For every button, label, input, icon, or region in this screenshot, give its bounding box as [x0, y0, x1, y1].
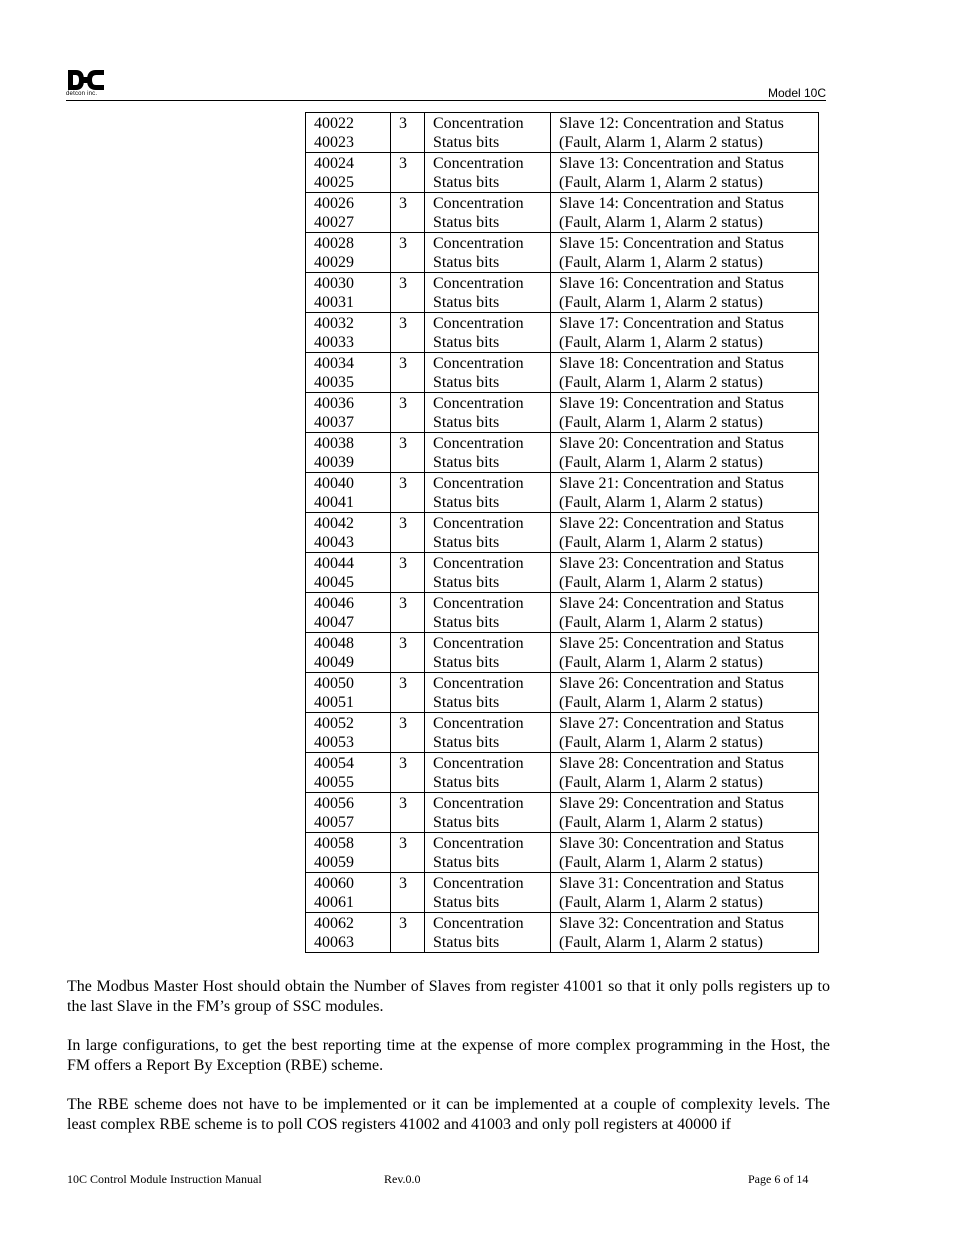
- type-cell: [425, 433, 551, 473]
- description-cell: [551, 753, 819, 793]
- register-cell: [306, 153, 391, 193]
- register-text: 40053: [314, 734, 354, 751]
- type-cell: [425, 393, 551, 433]
- function-code-text: 3: [399, 555, 407, 572]
- description-text: Slave 30: Concentration and Status: [559, 835, 784, 852]
- type-cell: [425, 753, 551, 793]
- register-cell: [306, 233, 391, 273]
- register-text: 40025: [314, 174, 354, 191]
- type-text: Concentration: [433, 355, 524, 372]
- register-cell: [306, 753, 391, 793]
- function-code-text: 3: [399, 475, 407, 492]
- description-text: (Fault, Alarm 1, Alarm 2 status): [559, 214, 763, 231]
- description-text: Slave 18: Concentration and Status: [559, 355, 784, 372]
- function-code-cell: [391, 233, 425, 273]
- description-text: Slave 26: Concentration and Status: [559, 675, 784, 692]
- register-text: 40037: [314, 414, 354, 431]
- register-text: 40055: [314, 774, 354, 791]
- register-text: 40038: [314, 435, 354, 452]
- type-cell: [425, 593, 551, 633]
- table-row: [306, 753, 819, 793]
- register-text: 40044: [314, 555, 354, 572]
- description-text: Slave 23: Concentration and Status: [559, 555, 784, 572]
- register-text: 40023: [314, 134, 354, 151]
- description-text: Slave 20: Concentration and Status: [559, 435, 784, 452]
- description-cell: [551, 553, 819, 593]
- register-text: 40024: [314, 155, 354, 172]
- register-text: 40040: [314, 475, 354, 492]
- description-text: (Fault, Alarm 1, Alarm 2 status): [559, 934, 763, 951]
- description-cell: [551, 273, 819, 313]
- type-cell: [425, 793, 551, 833]
- type-text: Status bits: [433, 894, 500, 911]
- function-code-cell: [391, 313, 425, 353]
- description-text: (Fault, Alarm 1, Alarm 2 status): [559, 334, 763, 351]
- detcon-logo-mark: [66, 68, 106, 92]
- type-text: Status bits: [433, 934, 500, 951]
- function-code-cell: [391, 193, 425, 233]
- register-cell: [306, 913, 391, 953]
- type-text: Concentration: [433, 595, 524, 612]
- type-text: Concentration: [433, 635, 524, 652]
- function-code-text: 3: [399, 115, 407, 132]
- type-cell: [425, 473, 551, 513]
- type-text: Status bits: [433, 334, 500, 351]
- table-row: [306, 913, 819, 953]
- description-cell: [551, 233, 819, 273]
- function-code-cell: [391, 513, 425, 553]
- register-table-body: [306, 113, 819, 953]
- type-cell: [425, 273, 551, 313]
- type-text: Concentration: [433, 395, 524, 412]
- register-text: 40022: [314, 115, 354, 132]
- type-text: Concentration: [433, 555, 524, 572]
- function-code-cell: [391, 393, 425, 433]
- footer-page-number: Page 6 of 14: [748, 1172, 809, 1186]
- description-cell: [551, 593, 819, 633]
- function-code-text: 3: [399, 315, 407, 332]
- footer-manual-title: 10C Control Module Instruction Manual: [67, 1172, 262, 1186]
- function-code-text: 3: [399, 755, 407, 772]
- table-row: [306, 553, 819, 593]
- register-text: 40056: [314, 795, 354, 812]
- paragraph-rbe-scheme: The RBE scheme does not have to be implemented or it can be implemented at a couple of complexity levels. The least complex RBE scheme is to poll COS registers 41002 and 41003 and only poll registers at 40000 if: [67, 1096, 830, 1133]
- function-code-text: 3: [399, 915, 407, 932]
- header-rule: [66, 100, 826, 101]
- description-text: (Fault, Alarm 1, Alarm 2 status): [559, 414, 763, 431]
- register-cell: [306, 433, 391, 473]
- description-text: Slave 15: Concentration and Status: [559, 235, 784, 252]
- register-text: 40052: [314, 715, 354, 732]
- type-cell: [425, 193, 551, 233]
- register-text: 40048: [314, 635, 354, 652]
- type-text: Status bits: [433, 774, 500, 791]
- description-text: Slave 21: Concentration and Status: [559, 475, 784, 492]
- type-text: Concentration: [433, 195, 524, 212]
- function-code-text: 3: [399, 155, 407, 172]
- description-text: (Fault, Alarm 1, Alarm 2 status): [559, 694, 763, 711]
- type-cell: [425, 873, 551, 913]
- function-code-text: 3: [399, 795, 407, 812]
- description-text: (Fault, Alarm 1, Alarm 2 status): [559, 494, 763, 511]
- function-code-text: 3: [399, 595, 407, 612]
- table-row: [306, 153, 819, 193]
- type-text: Concentration: [433, 835, 524, 852]
- type-text: Status bits: [433, 574, 500, 591]
- register-text: 40061: [314, 894, 354, 911]
- function-code-cell: [391, 593, 425, 633]
- type-cell: [425, 713, 551, 753]
- description-text: (Fault, Alarm 1, Alarm 2 status): [559, 134, 763, 151]
- description-text: (Fault, Alarm 1, Alarm 2 status): [559, 534, 763, 551]
- table-row: [306, 233, 819, 273]
- description-text: (Fault, Alarm 1, Alarm 2 status): [559, 814, 763, 831]
- description-text: Slave 24: Concentration and Status: [559, 595, 784, 612]
- description-text: (Fault, Alarm 1, Alarm 2 status): [559, 454, 763, 471]
- type-cell: [425, 553, 551, 593]
- function-code-text: 3: [399, 355, 407, 372]
- register-text: 40049: [314, 654, 354, 671]
- type-text: Status bits: [433, 654, 500, 671]
- type-cell: [425, 513, 551, 553]
- type-text: Concentration: [433, 315, 524, 332]
- register-text: 40063: [314, 934, 354, 951]
- type-text: Status bits: [433, 174, 500, 191]
- description-text: Slave 12: Concentration and Status: [559, 115, 784, 132]
- register-text: 40030: [314, 275, 354, 292]
- type-cell: [425, 833, 551, 873]
- description-text: (Fault, Alarm 1, Alarm 2 status): [559, 774, 763, 791]
- description-cell: [551, 913, 819, 953]
- description-text: (Fault, Alarm 1, Alarm 2 status): [559, 174, 763, 191]
- function-code-text: 3: [399, 875, 407, 892]
- table-row: [306, 193, 819, 233]
- type-text: Concentration: [433, 875, 524, 892]
- description-text: (Fault, Alarm 1, Alarm 2 status): [559, 654, 763, 671]
- register-text: 40043: [314, 534, 354, 551]
- type-text: Status bits: [433, 134, 500, 151]
- table-row: [306, 593, 819, 633]
- register-text: 40042: [314, 515, 354, 532]
- function-code-cell: [391, 353, 425, 393]
- function-code-text: 3: [399, 835, 407, 852]
- type-text: Concentration: [433, 435, 524, 452]
- function-code-text: 3: [399, 635, 407, 652]
- function-code-text: 3: [399, 675, 407, 692]
- type-text: Status bits: [433, 294, 500, 311]
- type-text: Concentration: [433, 275, 524, 292]
- description-cell: [551, 713, 819, 753]
- type-text: Concentration: [433, 795, 524, 812]
- description-cell: [551, 473, 819, 513]
- register-text: 40058: [314, 835, 354, 852]
- register-cell: [306, 513, 391, 553]
- function-code-cell: [391, 633, 425, 673]
- type-text: Status bits: [433, 614, 500, 631]
- function-code-cell: [391, 113, 425, 153]
- table-row: [306, 873, 819, 913]
- description-text: Slave 19: Concentration and Status: [559, 395, 784, 412]
- table-row: [306, 353, 819, 393]
- description-text: (Fault, Alarm 1, Alarm 2 status): [559, 734, 763, 751]
- description-text: (Fault, Alarm 1, Alarm 2 status): [559, 574, 763, 591]
- description-text: (Fault, Alarm 1, Alarm 2 status): [559, 374, 763, 391]
- type-cell: [425, 673, 551, 713]
- type-text: Status bits: [433, 814, 500, 831]
- register-text: 40045: [314, 574, 354, 591]
- function-code-text: 3: [399, 515, 407, 532]
- register-text: 40059: [314, 854, 354, 871]
- register-text: 40051: [314, 694, 354, 711]
- function-code-cell: [391, 873, 425, 913]
- register-text: 40028: [314, 235, 354, 252]
- register-cell: [306, 833, 391, 873]
- register-cell: [306, 713, 391, 753]
- function-code-cell: [391, 673, 425, 713]
- type-cell: [425, 153, 551, 193]
- type-text: Concentration: [433, 915, 524, 932]
- type-text: Concentration: [433, 675, 524, 692]
- description-text: Slave 13: Concentration and Status: [559, 155, 784, 172]
- description-text: Slave 29: Concentration and Status: [559, 795, 784, 812]
- register-cell: [306, 633, 391, 673]
- register-text: 40046: [314, 595, 354, 612]
- register-text: 40031: [314, 294, 354, 311]
- register-text: 40060: [314, 875, 354, 892]
- register-cell: [306, 393, 391, 433]
- type-text: Concentration: [433, 115, 524, 132]
- register-cell: [306, 193, 391, 233]
- type-text: Status bits: [433, 454, 500, 471]
- table-row: [306, 793, 819, 833]
- paragraph-rbe-intro: In large configurations, to get the best reporting time at the expense of more complex programming in the Host, the FM offers a Report By Exception (RBE) scheme.: [67, 1037, 830, 1074]
- table-row: [306, 833, 819, 873]
- function-code-text: 3: [399, 435, 407, 452]
- table-row: [306, 633, 819, 673]
- register-text: 40034: [314, 355, 354, 372]
- function-code-text: 3: [399, 235, 407, 252]
- register-text: 40027: [314, 214, 354, 231]
- description-cell: [551, 633, 819, 673]
- description-text: (Fault, Alarm 1, Alarm 2 status): [559, 854, 763, 871]
- register-cell: [306, 473, 391, 513]
- description-text: Slave 32: Concentration and Status: [559, 915, 784, 932]
- register-cell: [306, 113, 391, 153]
- footer-revision: Rev.0.0: [384, 1172, 421, 1186]
- description-cell: [551, 673, 819, 713]
- function-code-cell: [391, 273, 425, 313]
- type-text: Concentration: [433, 515, 524, 532]
- type-text: Concentration: [433, 155, 524, 172]
- logo-text: detcon inc.: [66, 91, 98, 97]
- type-text: Concentration: [433, 715, 524, 732]
- description-text: Slave 16: Concentration and Status: [559, 275, 784, 292]
- table-row: [306, 433, 819, 473]
- function-code-cell: [391, 473, 425, 513]
- type-text: Status bits: [433, 414, 500, 431]
- function-code-cell: [391, 713, 425, 753]
- register-text: 40047: [314, 614, 354, 631]
- description-text: Slave 22: Concentration and Status: [559, 515, 784, 532]
- function-code-cell: [391, 553, 425, 593]
- type-text: Status bits: [433, 494, 500, 511]
- register-cell: [306, 593, 391, 633]
- description-cell: [551, 833, 819, 873]
- type-cell: [425, 913, 551, 953]
- type-cell: [425, 233, 551, 273]
- description-cell: [551, 153, 819, 193]
- register-text: 40033: [314, 334, 354, 351]
- type-cell: [425, 113, 551, 153]
- type-text: Status bits: [433, 374, 500, 391]
- register-text: 40032: [314, 315, 354, 332]
- description-cell: [551, 393, 819, 433]
- register-text: 40050: [314, 675, 354, 692]
- description-cell: [551, 873, 819, 913]
- table-row: [306, 673, 819, 713]
- description-text: (Fault, Alarm 1, Alarm 2 status): [559, 894, 763, 911]
- register-cell: [306, 553, 391, 593]
- register-text: 40036: [314, 395, 354, 412]
- description-text: Slave 17: Concentration and Status: [559, 315, 784, 332]
- table-row: [306, 473, 819, 513]
- description-cell: [551, 793, 819, 833]
- description-text: (Fault, Alarm 1, Alarm 2 status): [559, 294, 763, 311]
- type-text: Concentration: [433, 475, 524, 492]
- description-cell: [551, 193, 819, 233]
- function-code-text: 3: [399, 395, 407, 412]
- table-row: [306, 713, 819, 753]
- type-text: Status bits: [433, 214, 500, 231]
- type-text: Status bits: [433, 694, 500, 711]
- description-cell: [551, 353, 819, 393]
- function-code-cell: [391, 913, 425, 953]
- register-table: [305, 112, 819, 953]
- register-text: 40054: [314, 755, 354, 772]
- table-row: [306, 313, 819, 353]
- register-cell: [306, 673, 391, 713]
- type-text: Concentration: [433, 755, 524, 772]
- register-cell: [306, 873, 391, 913]
- description-cell: [551, 113, 819, 153]
- description-text: Slave 31: Concentration and Status: [559, 875, 784, 892]
- type-text: Concentration: [433, 235, 524, 252]
- type-text: Status bits: [433, 534, 500, 551]
- function-code-cell: [391, 433, 425, 473]
- type-text: Status bits: [433, 854, 500, 871]
- description-cell: [551, 313, 819, 353]
- description-text: Slave 27: Concentration and Status: [559, 715, 784, 732]
- type-cell: [425, 633, 551, 673]
- table-row: [306, 113, 819, 153]
- function-code-cell: [391, 153, 425, 193]
- register-cell: [306, 273, 391, 313]
- description-text: (Fault, Alarm 1, Alarm 2 status): [559, 254, 763, 271]
- table-row: [306, 393, 819, 433]
- function-code-cell: [391, 793, 425, 833]
- register-text: 40041: [314, 494, 354, 511]
- register-text: 40026: [314, 195, 354, 212]
- description-text: (Fault, Alarm 1, Alarm 2 status): [559, 614, 763, 631]
- description-text: Slave 28: Concentration and Status: [559, 755, 784, 772]
- type-text: Status bits: [433, 254, 500, 271]
- description-cell: [551, 513, 819, 553]
- function-code-cell: [391, 753, 425, 793]
- register-text: 40029: [314, 254, 354, 271]
- register-text: 40035: [314, 374, 354, 391]
- model-label: Model 10C: [767, 86, 826, 100]
- register-text: 40062: [314, 915, 354, 932]
- register-cell: [306, 313, 391, 353]
- function-code-text: 3: [399, 195, 407, 212]
- description-text: Slave 14: Concentration and Status: [559, 195, 784, 212]
- type-text: Status bits: [433, 734, 500, 751]
- table-row: [306, 273, 819, 313]
- function-code-cell: [391, 833, 425, 873]
- type-cell: [425, 353, 551, 393]
- function-code-text: 3: [399, 275, 407, 292]
- register-cell: [306, 793, 391, 833]
- register-text: 40039: [314, 454, 354, 471]
- type-cell: [425, 313, 551, 353]
- description-text: Slave 25: Concentration and Status: [559, 635, 784, 652]
- table-row: [306, 513, 819, 553]
- register-cell: [306, 353, 391, 393]
- function-code-text: 3: [399, 715, 407, 732]
- register-text: 40057: [314, 814, 354, 831]
- description-cell: [551, 433, 819, 473]
- paragraph-slaves: The Modbus Master Host should obtain the Number of Slaves from register 41001 so that it only polls registers up to the last Slave in the FM’s group of SSC modules.: [67, 978, 830, 1015]
